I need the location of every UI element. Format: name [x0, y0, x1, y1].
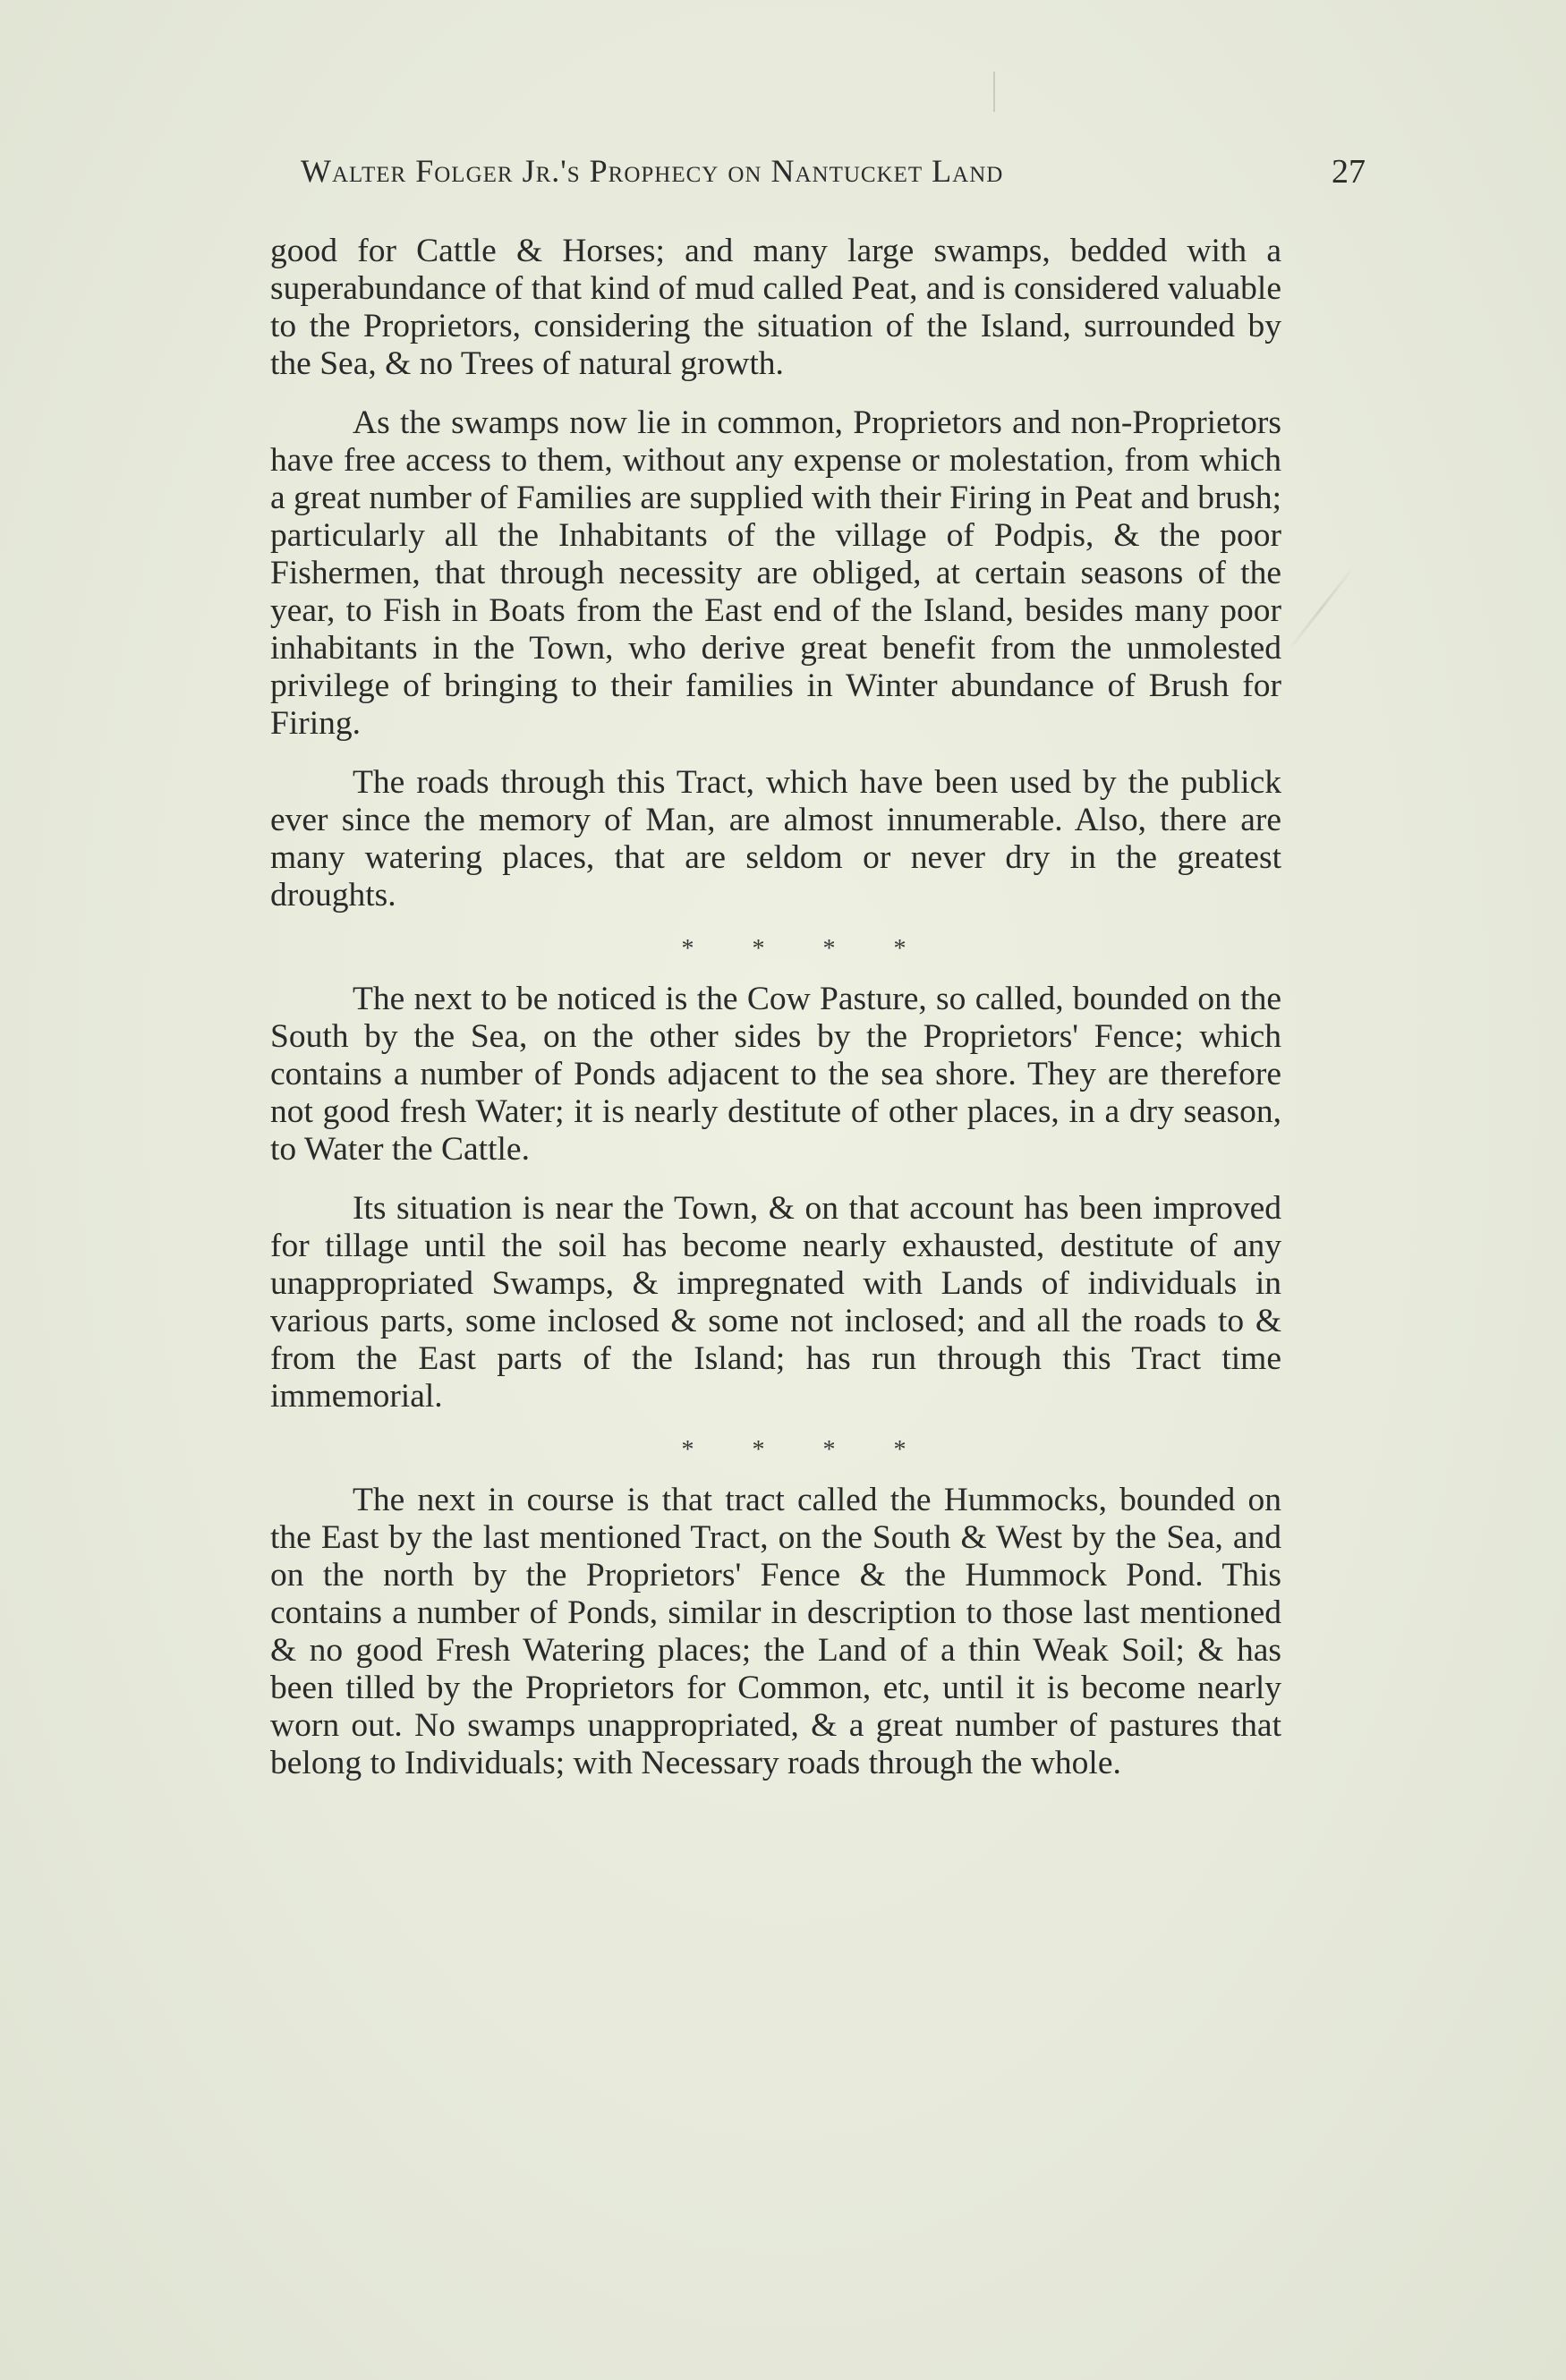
- section-separator-1: * * * *: [681, 935, 906, 963]
- paragraph-6: The next in course is that tract called the Hummocks, bounded on the East by the last mentioned Tract, on the South & West by the Sea, and on the north by the Proprietors' Fence & the Hummock Pond. This contains a number of Ponds, similar in description to those last mentioned & no good Fresh Watering places; the Land of a thin Weak Soil; & has been tilled by the Proprietors for Common, etc, until it is become nearly worn out. No swamps unappropriated, & a great number of pastures that belong to Individuals; with Necessary roads through the whole.: [270, 1482, 1281, 1781]
- paragraph-3: The roads through this Tract, which have been used by the publick ever since the memory of Man, are almost innumerable. Also, there are many watering places, that are seldom or never dry in the greatest droughts.: [270, 764, 1281, 914]
- running-head: [301, 152, 1366, 197]
- paper-scratch: [1289, 569, 1352, 649]
- paragraph-4: The next to be noticed is the Cow Pasture, so called, bounded on the South by the Sea, on the other sides by the Proprietors' Fence; which contains a number of Ponds adjacent to the sea shore. They are therefore not good fresh Water; it is nearly destitute of other places, in a dry season, to Water the Cattle.: [270, 981, 1281, 1168]
- page-number: 27: [1332, 153, 1366, 191]
- paragraph-1: good for Cattle & Horses; and many large swamps, bedded with a superabundance of that kind of mud called Peat, and is considered valuable to the Proprietors, considering the situation of the Island, surrounded by the Sea, & no Trees of natural growth.: [270, 233, 1281, 382]
- body-text: [270, 233, 1281, 1804]
- page-fold-mark: [993, 72, 995, 112]
- paragraph-2: As the swamps now lie in common, Proprietors and non-Proprietors have free access to them, without any expense or molestation, from which a great number of Families are supplied with their Firing in Peat and brush; particularly all the Inhabitants of the village of Podpis, & the poor Fishermen, that through necessity are obliged, at certain seasons of the year, to Fish in Boats from the East end of the Island, besides many poor inhabitants in the Town, who derive great benefit from the unmolested privilege of bringing to their families in Winter abundance of Brush for Firing.: [270, 404, 1281, 742]
- section-separator-2: * * * *: [681, 1436, 906, 1464]
- running-title: Walter Folger Jr.'s Prophecy on Nantucket Land: [301, 153, 1004, 189]
- paragraph-5: Its situation is near the Town, & on that account has been improved for tillage until the soil has become nearly exhausted, destitute of any unappropriated Swamps, & impregnated with Lands of individuals in various parts, some inclosed & some not inclosed; and all the roads to & from the East parts of the Island; has run through this Tract time immemorial.: [270, 1190, 1281, 1415]
